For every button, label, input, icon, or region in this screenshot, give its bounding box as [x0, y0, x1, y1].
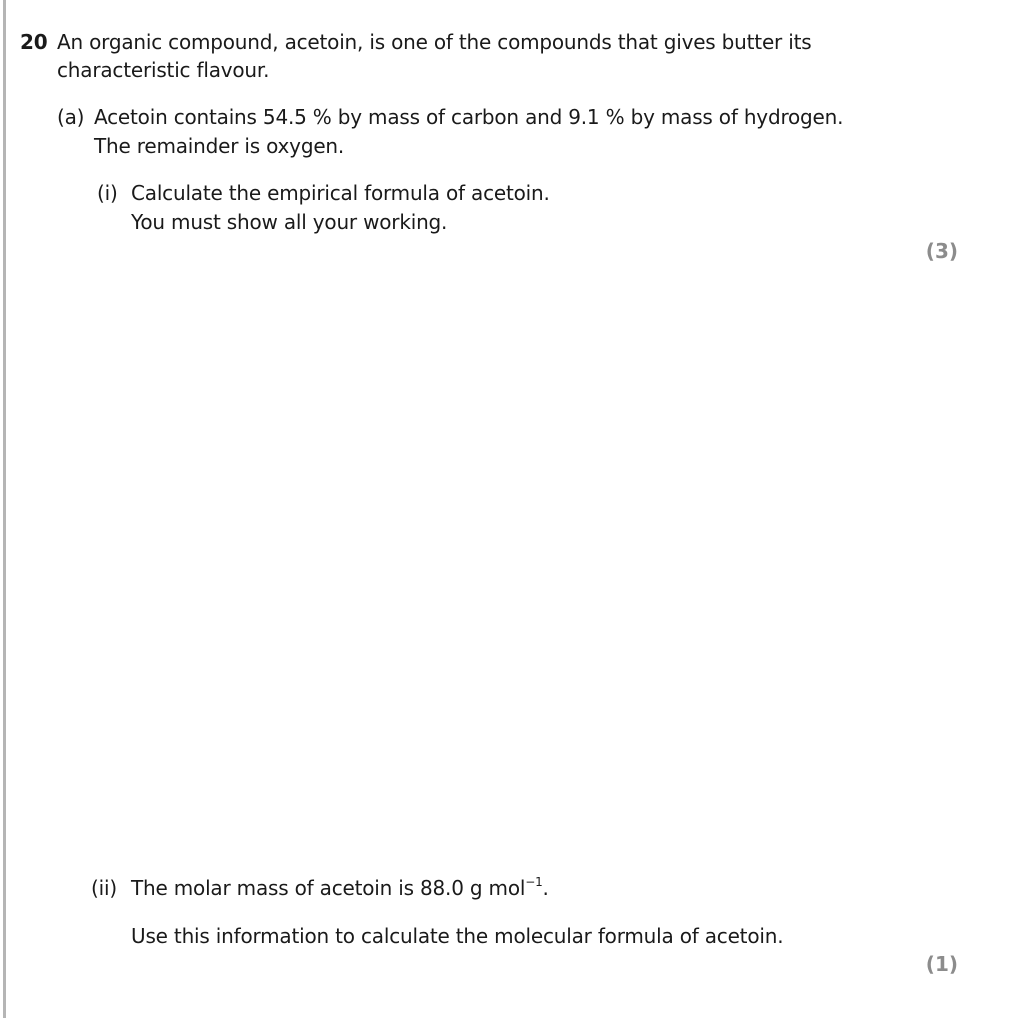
part-a-ii-label: (ii): [91, 876, 117, 900]
molar-mass-text: The molar mass of acetoin is 88.0 g mol: [131, 876, 526, 900]
question-stem-line-2: characteristic flavour.: [57, 58, 270, 82]
left-margin-rule: [3, 0, 6, 1018]
mol-exponent: −1: [525, 875, 543, 889]
part-a-i-line-2: You must show all your working.: [131, 210, 448, 234]
part-a-line-1: Acetoin contains 54.5 % by mass of carbon and 9.1 % by mass of hydrogen.: [94, 105, 844, 129]
part-a-ii-line-2: Use this information to calculate the molecular formula of acetoin.: [131, 924, 784, 948]
part-a-line-2: The remainder is oxygen.: [94, 134, 345, 158]
question-stem-line-1: An organic compound, acetoin, is one of the compounds that gives butter its: [57, 30, 812, 54]
question-number: 20: [20, 30, 48, 54]
part-a-i-line-1: Calculate the empirical formula of acetoin.: [131, 181, 550, 205]
part-a-label: (a): [57, 105, 85, 129]
part-a-ii-line-1: [131, 874, 549, 902]
part-a-i-label: (i): [97, 181, 118, 205]
part-a-i-marks: (3): [925, 239, 958, 263]
sentence-period: .: [542, 876, 549, 900]
answer-space-a-i[interactable]: [131, 270, 951, 860]
part-a-ii-marks: (1): [925, 952, 958, 976]
